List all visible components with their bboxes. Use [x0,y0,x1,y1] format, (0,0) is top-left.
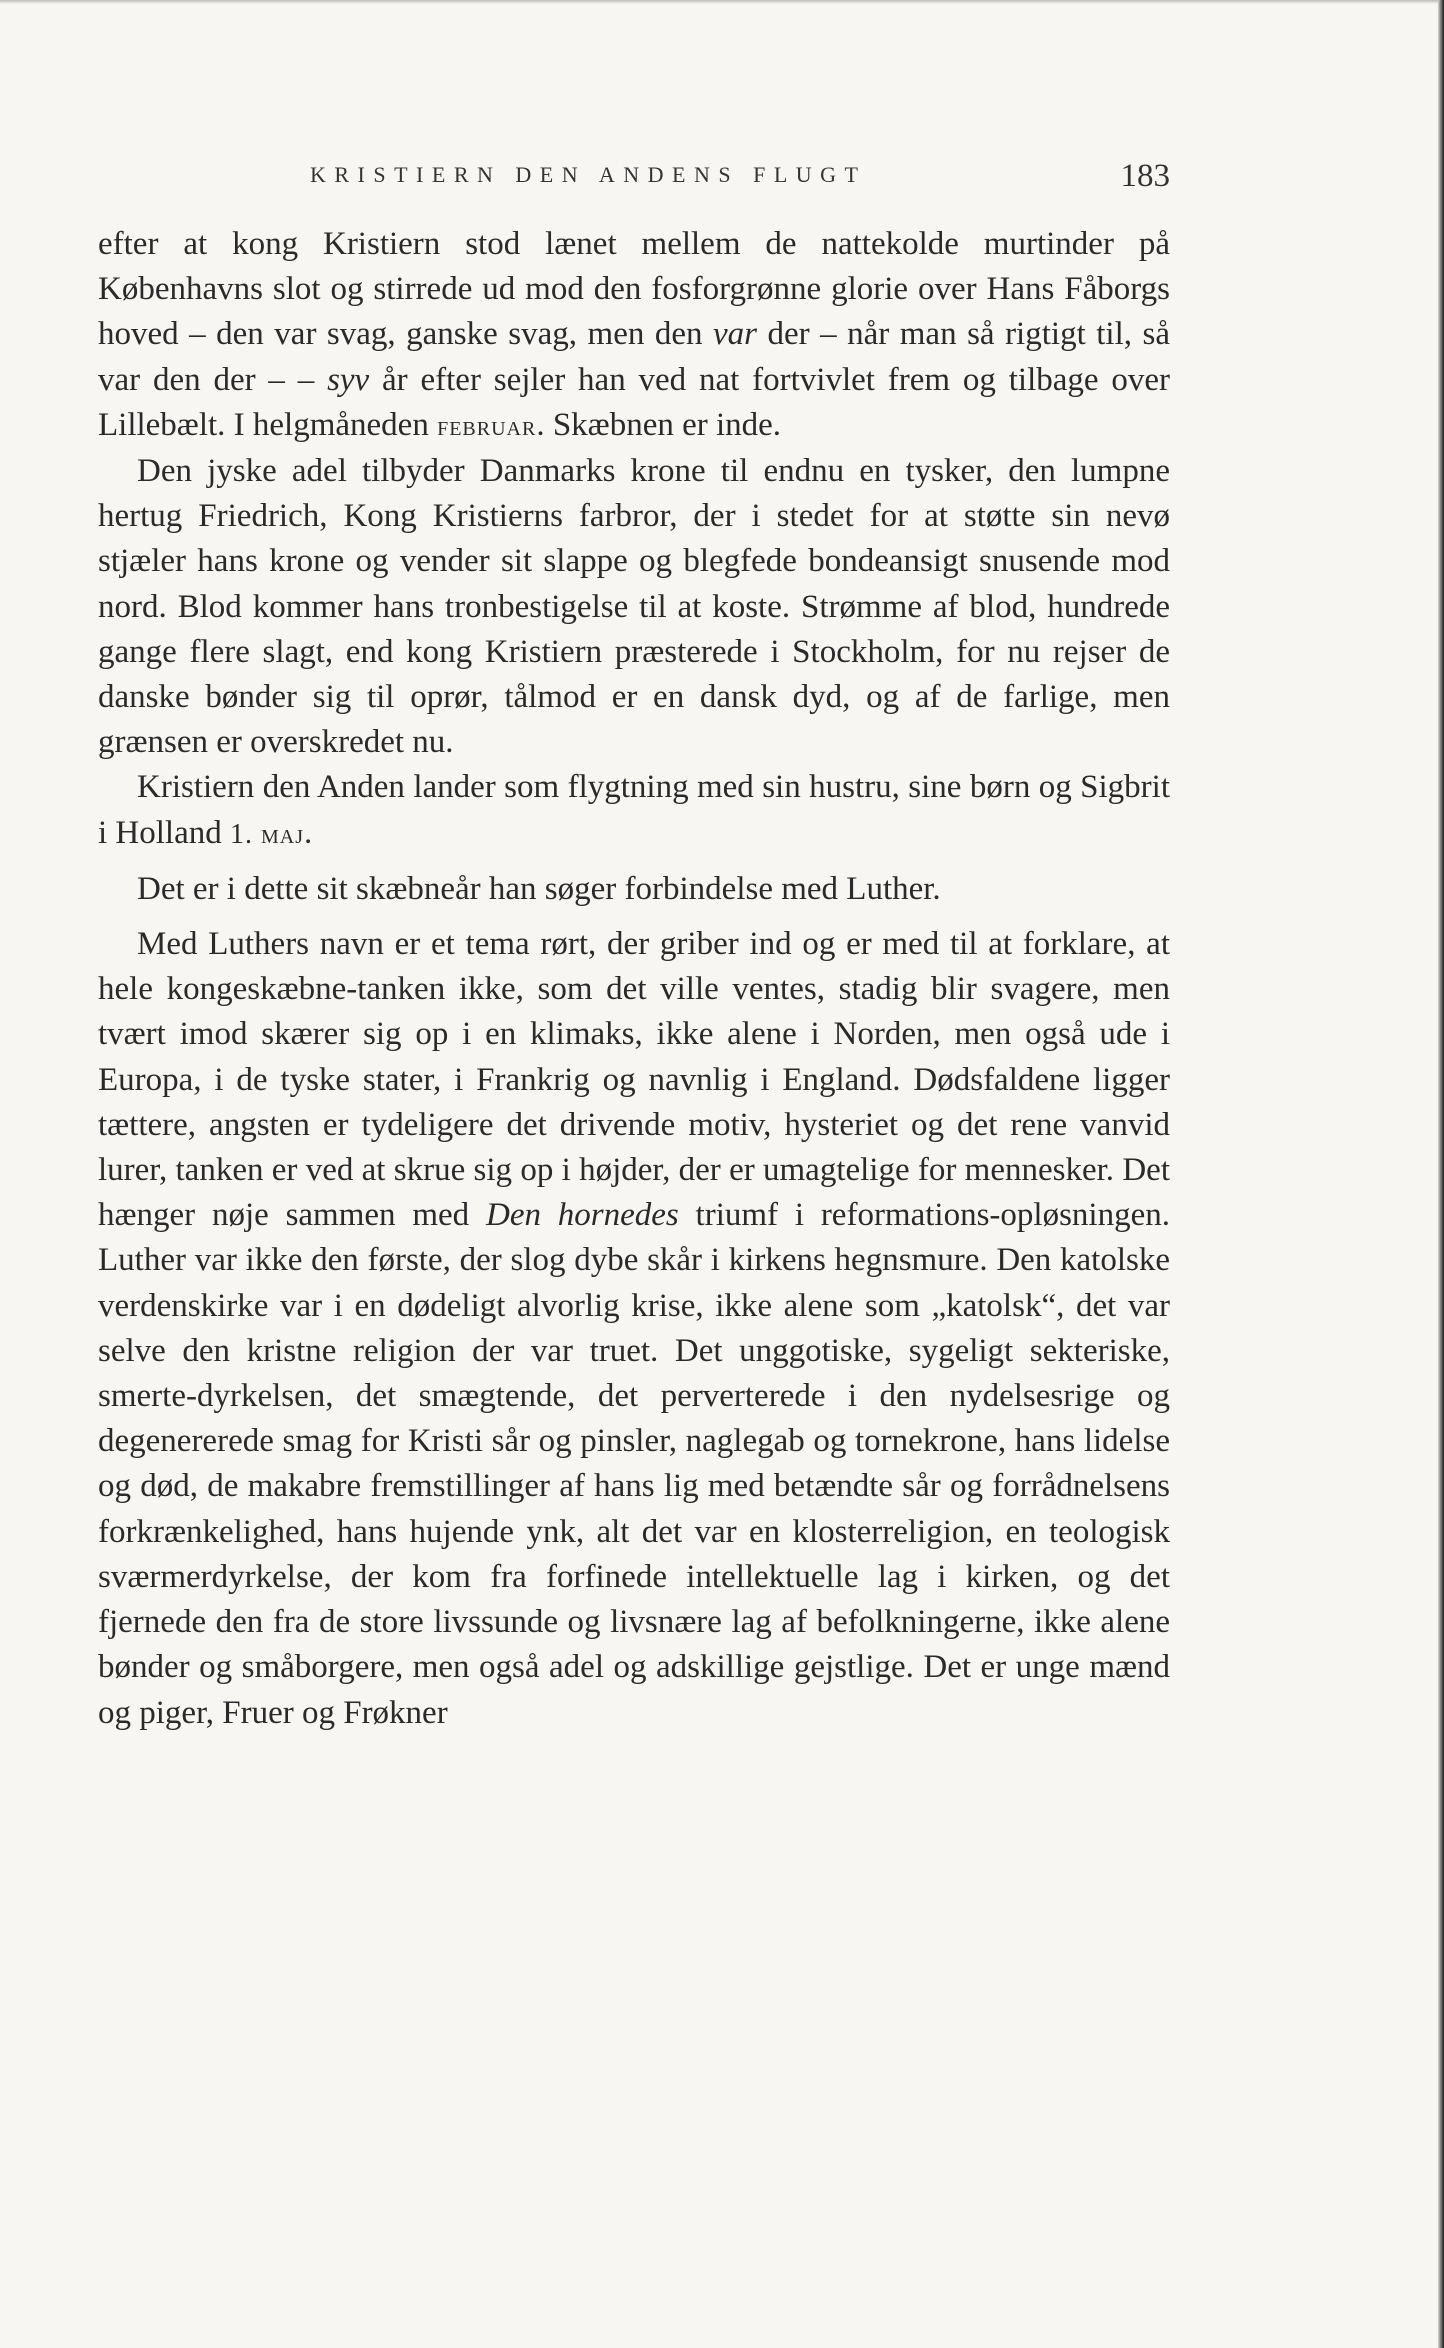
paragraph [98,765,1170,856]
small-caps-text: 1. maj [229,818,304,850]
text-segment: Det er i dette sit skæbneår han søger forbindelse med Luther. [137,870,941,907]
text-segment: år efter sejler han ved nat fortvivlet frem og tilbage over Lillebælt. I helgmåneden [98,361,1170,443]
paragraph [98,922,1170,1736]
text-segment: . [304,814,313,851]
text-segment: der – når man så rigtigt til, så var den der – – [98,316,1170,398]
italic-text: Den hornedes [485,1197,679,1234]
text-segment: triumf i reformations-opløsningen. Luther var ikke den første, der slog dybe skår i kirkens hegnsmure. Den katolske verdenskirke var i en dødeligt alvorlig krise, ikke alene som „katolsk“, det var selve den kristne religion der var truet. Det unggotiske, sygeligt sekteriske, smerte-dyrkelsen, det smægtende, det perverterede i den nydelsesrige og degenererede smag for Kristi sår og pinsler, naglegab og tornekrone, hans lidelse og død, de makabre fremstillinger af hans lig med betændte sår og forrådnelsens forkrænkelighed, hans hujende ynk, alt det var en klosterreligion, en teologisk sværmerdyrkelse, der kom fra forfinede intellektuelle lag i kirken, og det fjernede den fra de store livssunde og livsnære lag af befolkningerne, ikke alene bønder og småborgere, men også adel og adskillige gejstlige. Det er unge mænd og piger, Fruer og Frøkner [98,1197,1170,1731]
running-head [98,158,1170,198]
paragraph [98,222,1170,449]
small-caps-text: februar [437,410,537,442]
text-segment: . Skæbnen er inde. [536,406,782,443]
italic-text: var [713,316,757,353]
paragraph [98,449,1170,765]
page-top-edge [0,0,1444,4]
page-number: 183 [1120,158,1170,194]
text-segment: Den jyske adel tilbyder Danmarks krone til endnu en tysker, den lumpne hertug Friedrich, Kong Kristierns farbror, der i stedet for at støtte sin nevø stjæler hans krone og vender sit slappe og blegfede bondeansigt snusende mod nord. Blod kommer hans tronbestigelse til at koste. Strømme af blod, hundrede gange flere slagt, end kong Kristiern præsterede i Stockholm, for nu rejser de danske bønder sig til oprør, tålmod er en dansk dyd, og af de farlige, men grænsen er overskredet nu. [98,453,1170,761]
page-right-edge [1438,0,1444,2348]
text-segment: Med Luthers navn er et tema rørt, der griber ind og er med til at forklare, at hele kongeskæbne-tanken ikke, som det ville ventes, stadig blir svagere, men tvært imod skærer sig op i en klimaks, ikke alene i Norden, men også ude i Europa, i de tyske stater, i Frankrig og navnlig i England. Dødsfaldene ligger tættere, angsten er tydeligere det drivende motiv, hysteriet og det rene vanvid lurer, tanken er ved at skrue sig op i højder, der er umagtelige for mennesker. Det hænger nøje sammen med [98,926,1170,1234]
text-segment: Kristiern den Anden lander som flygtning med sin hustru, sine børn og Sigbrit i Holland [98,769,1170,851]
running-title: KRISTIERN DEN ANDENS FLUGT [310,162,867,187]
text-segment: efter at kong Kristiern stod lænet mellem de nattekolde murtinder på Københavns slot og stirrede ud mod den fosforgrønne glorie over Hans Fåborgs hoved – den var svag, ganske svag, men den [98,226,1170,353]
body-text [98,222,1170,1736]
italic-text: syv [327,361,370,398]
paragraph [98,867,1170,912]
